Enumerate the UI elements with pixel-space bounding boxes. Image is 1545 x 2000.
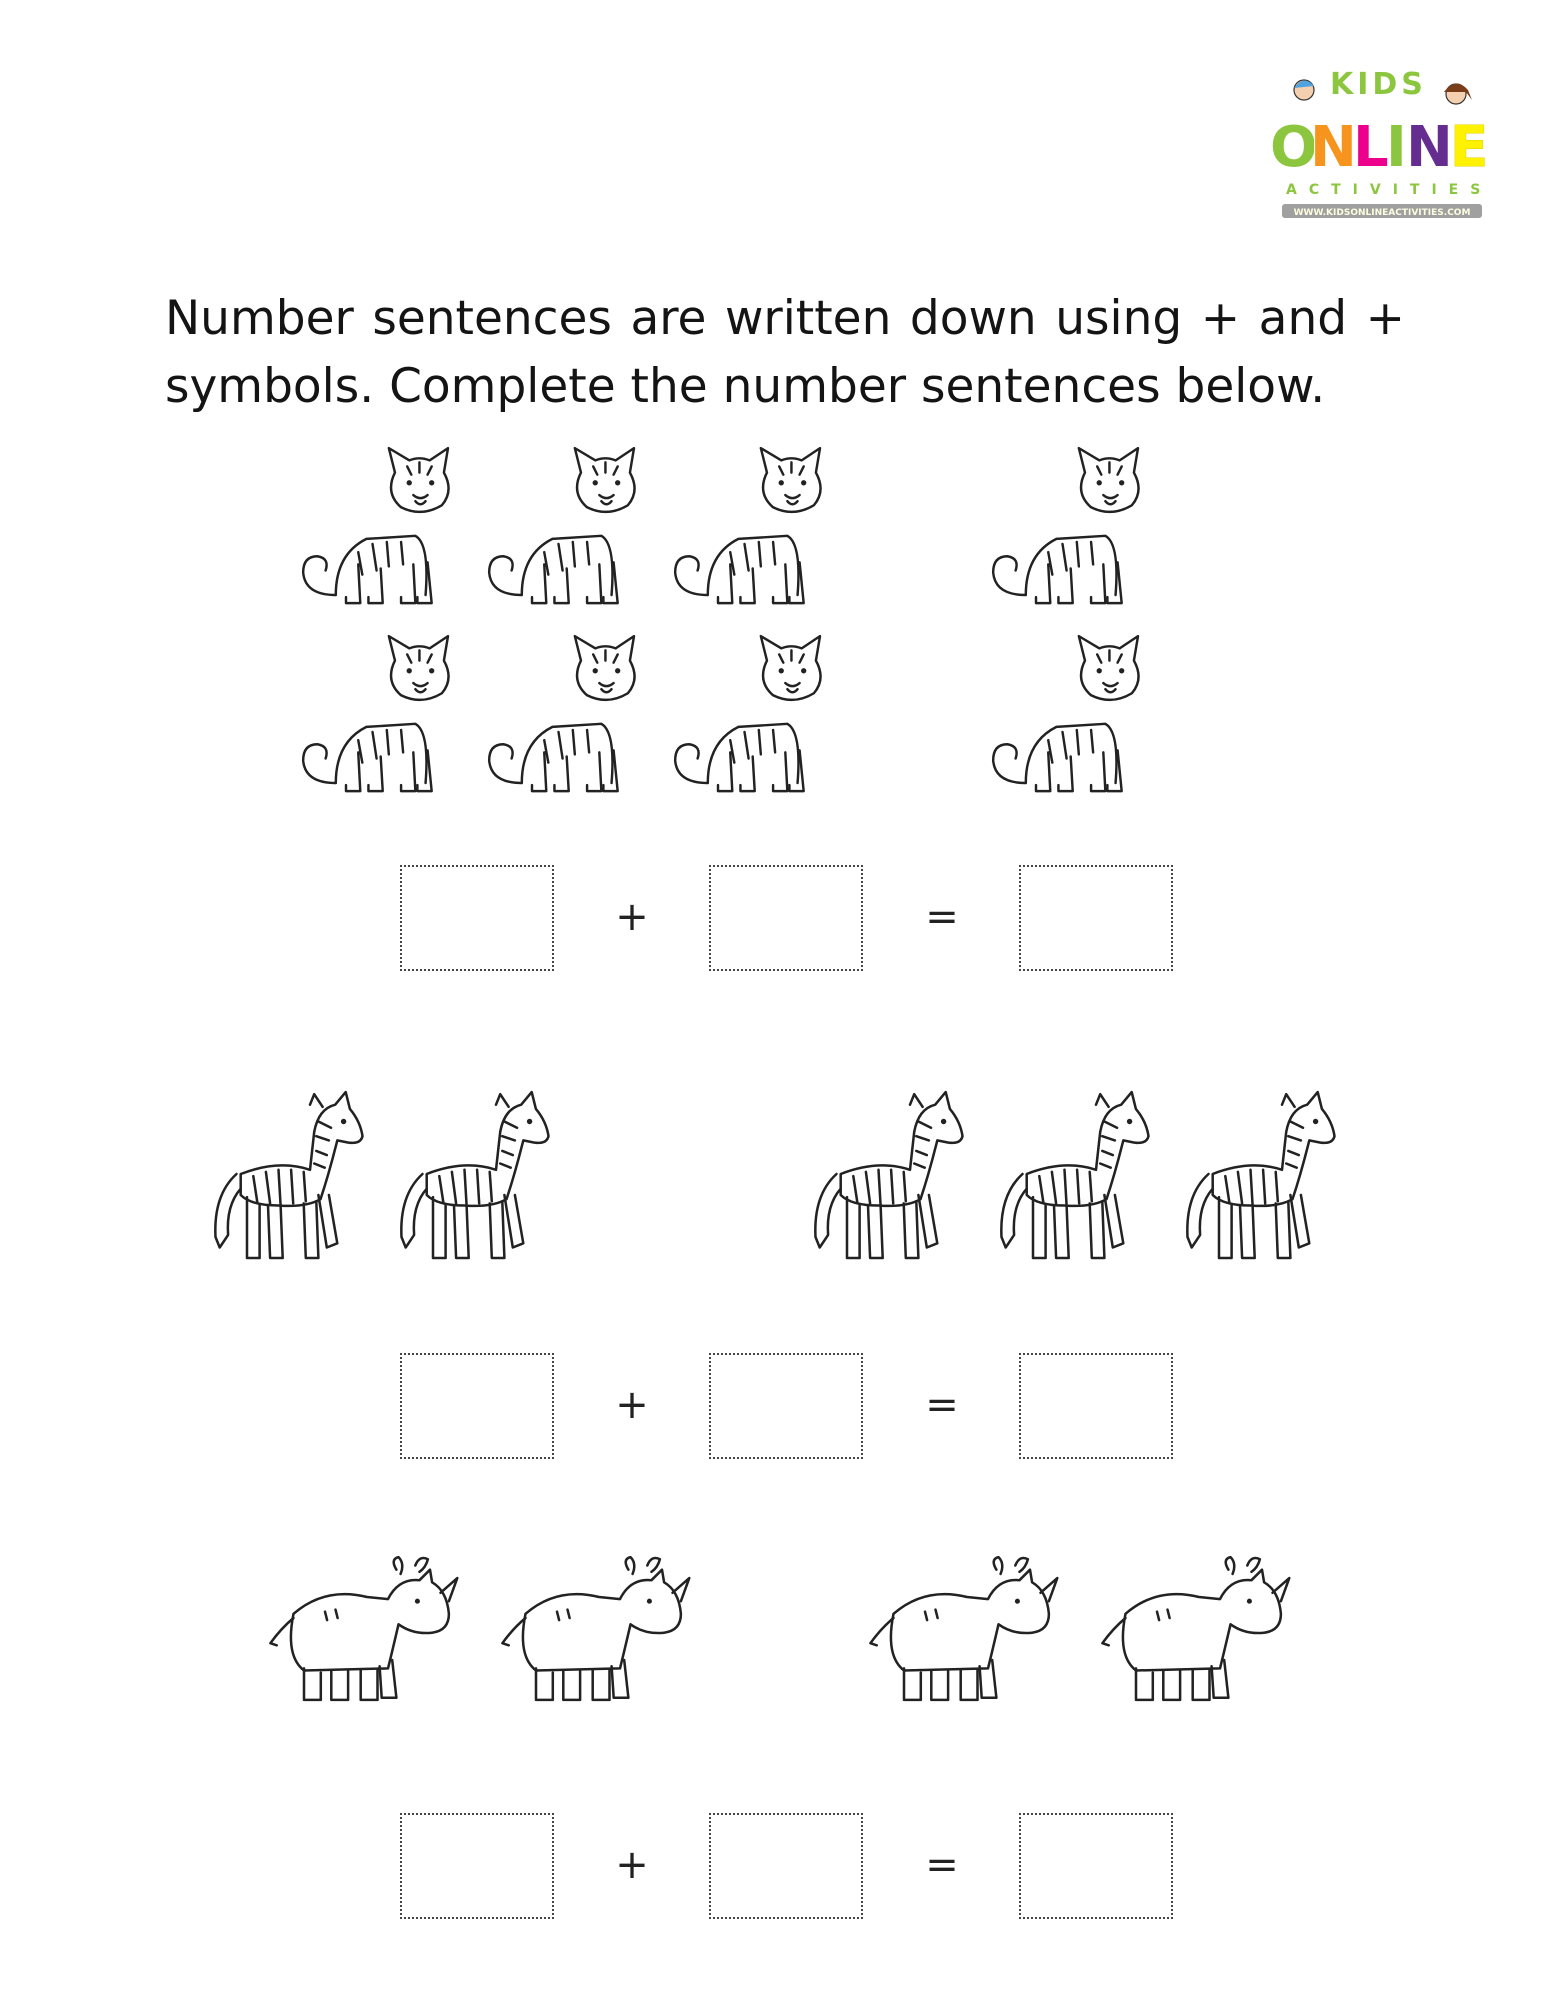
rhino-icon: [502, 1557, 689, 1700]
tiger-illustrations: [295, 440, 1195, 800]
answer-box-addend-1[interactable]: [400, 1813, 554, 1919]
zebra-icon: [401, 1092, 548, 1258]
number-sentence-1: [400, 865, 1180, 975]
tiger-icon: [993, 448, 1138, 603]
plus-sign: +: [615, 1382, 649, 1428]
zebra-icon: [1001, 1092, 1148, 1258]
rhino-icon: [270, 1557, 457, 1700]
zebra-icon: [1187, 1092, 1334, 1258]
answer-box-sum[interactable]: [1019, 865, 1173, 971]
rhino-icon: [870, 1557, 1057, 1700]
number-sentence-2: [400, 1353, 1180, 1463]
answer-box-addend-1[interactable]: [400, 1353, 554, 1459]
answer-box-sum[interactable]: [1019, 1813, 1173, 1919]
rhino-icon: [1102, 1557, 1289, 1700]
answer-box-addend-2[interactable]: [709, 865, 863, 971]
plus-sign: +: [615, 1842, 649, 1888]
zebra-icon: [215, 1092, 362, 1258]
equals-sign: =: [925, 1382, 959, 1428]
instructions-text: Number sentences are written down using + and + symbols. Complete the number sentences below.: [165, 291, 1405, 414]
tiger-icon: [675, 636, 820, 791]
svg-text:N: N: [1406, 115, 1453, 180]
svg-text:I: I: [1386, 115, 1407, 180]
zebra-icon: [815, 1092, 962, 1258]
svg-text:KIDS: KIDS: [1330, 68, 1427, 102]
svg-text:L: L: [1353, 115, 1389, 180]
answer-box-sum[interactable]: [1019, 1353, 1173, 1459]
plus-sign: +: [615, 894, 649, 940]
svg-text:E: E: [1450, 115, 1489, 180]
tiger-icon: [303, 448, 448, 603]
logo-url: WWW.KIDSONLINEACTIVITIES.COM: [1293, 208, 1471, 218]
tiger-icon: [303, 636, 448, 791]
tiger-icon: [489, 448, 634, 603]
answer-box-addend-2[interactable]: [709, 1813, 863, 1919]
svg-text:N: N: [1310, 115, 1357, 180]
answer-box-addend-1[interactable]: [400, 865, 554, 971]
equals-sign: =: [925, 1842, 959, 1888]
boy-face-icon: [1294, 80, 1314, 100]
number-sentence-3: [400, 1813, 1180, 1923]
equals-sign: =: [925, 894, 959, 940]
svg-text:O: O: [1270, 115, 1318, 180]
tiger-icon: [993, 636, 1138, 791]
girl-face-icon: [1444, 83, 1472, 104]
kids-online-activities-logo: [1268, 68, 1496, 232]
tiger-icon: [489, 636, 634, 791]
rhino-illustrations: [262, 1545, 1342, 1720]
answer-box-addend-2[interactable]: [709, 1353, 863, 1459]
svg-text:ACTIVITIES: ACTIVITIES: [1286, 182, 1493, 198]
zebra-illustrations: [205, 1085, 1385, 1295]
tiger-icon: [675, 448, 820, 603]
